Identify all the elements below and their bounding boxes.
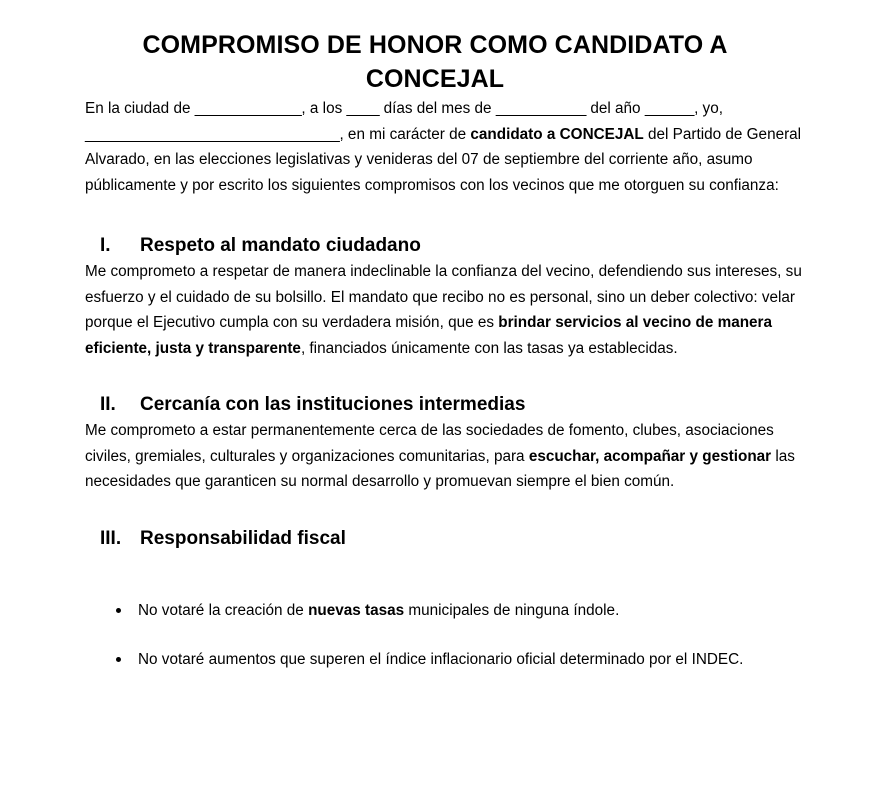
intro-text-1: En la ciudad de [85, 100, 195, 117]
blank-year-field[interactable]: ______ [644, 100, 695, 117]
bullet-1-text-1: No votaré la creación de [138, 601, 309, 619]
section-title-2: Cercanía con las instituciones intermedias [140, 394, 526, 415]
blank-name-field[interactable]: _______________________________ [85, 125, 340, 143]
intro-text-6: , en mi carácter de [339, 125, 471, 143]
section-body-2 [85, 418, 805, 495]
commitments-list [85, 598, 805, 673]
section-2-bold: escuchar, acompañar y gestionar [528, 447, 772, 465]
intro-bold-candidate: candidato a CONCEJAL [470, 125, 644, 143]
section-1-bold: brindar servicios al vecino de manera eficiente, justa y transparente [85, 314, 773, 357]
blank-day-field[interactable]: ____ [346, 100, 380, 117]
blank-city-field[interactable]: _____________ [194, 100, 302, 117]
blank-month-field[interactable]: ___________ [495, 100, 587, 117]
section-numeral-1: I. [100, 235, 111, 256]
intro-text-7: del Partido de General Alvarado, en las elecciones legislativas y venideras del 07 de septiembre del corriente año, asumo públicamente y por escrito los siguientes compromisos con los vecinos que me otorguen su confianza: [85, 125, 802, 194]
section-heading-3 [85, 526, 805, 552]
intro-paragraph [85, 96, 805, 198]
list-item [85, 598, 805, 624]
section-heading-1 [85, 233, 805, 259]
section-numeral-3: III. [100, 527, 122, 549]
bullet-icon [116, 657, 121, 662]
section-1-text-2: , financiados únicamente con las tasas ya establecidas. [300, 339, 678, 357]
intro-text-4: del año [586, 100, 645, 117]
section-1-text-1: Me comprometo a respetar de manera indeclinable la confianza del vecino, defendiendo sus intereses, su esfuerzo y el cuidado de su bolsillo. El mandato que recibo no es personal, sino un deber colectivo: velar porque el Ejecutivo cumpla con su verdadera misión, que es [85, 263, 802, 331]
section-title-3: Responsabilidad fiscal [140, 527, 346, 549]
bullet-1-text-2: municipales de ninguna índole. [404, 601, 620, 619]
intro-text-2: , a los [301, 100, 347, 117]
section-2-text-2: las necesidades que garanticen su normal desarrollo y promuevan siempre el bien común. [85, 447, 795, 490]
bullet-2-text-1: No votaré aumentos que superen el índice inflacionario oficial determinado por el INDEC. [138, 651, 744, 668]
document-body [0, 96, 870, 673]
section-numeral-2: II. [100, 394, 116, 415]
section-heading-2 [85, 392, 805, 418]
bullet-1-bold: nuevas tasas [308, 601, 405, 619]
list-item [85, 647, 805, 673]
section-body-1 [85, 259, 805, 361]
page-title: COMPROMISO DE HONOR COMO CANDIDATO A CONCEJAL [142, 31, 728, 93]
intro-text-3: días del mes de [379, 100, 496, 117]
section-title-1: Respeto al mandato ciudadano [140, 235, 421, 256]
bullet-icon [116, 608, 121, 613]
section-2-text-1: Me comprometo a estar permanentemente cerca de las sociedades de fomento, clubes, asociaciones civiles, gremiales, culturales y organizaciones comunitarias, para [85, 422, 774, 465]
intro-text-5: , yo, [694, 100, 723, 117]
